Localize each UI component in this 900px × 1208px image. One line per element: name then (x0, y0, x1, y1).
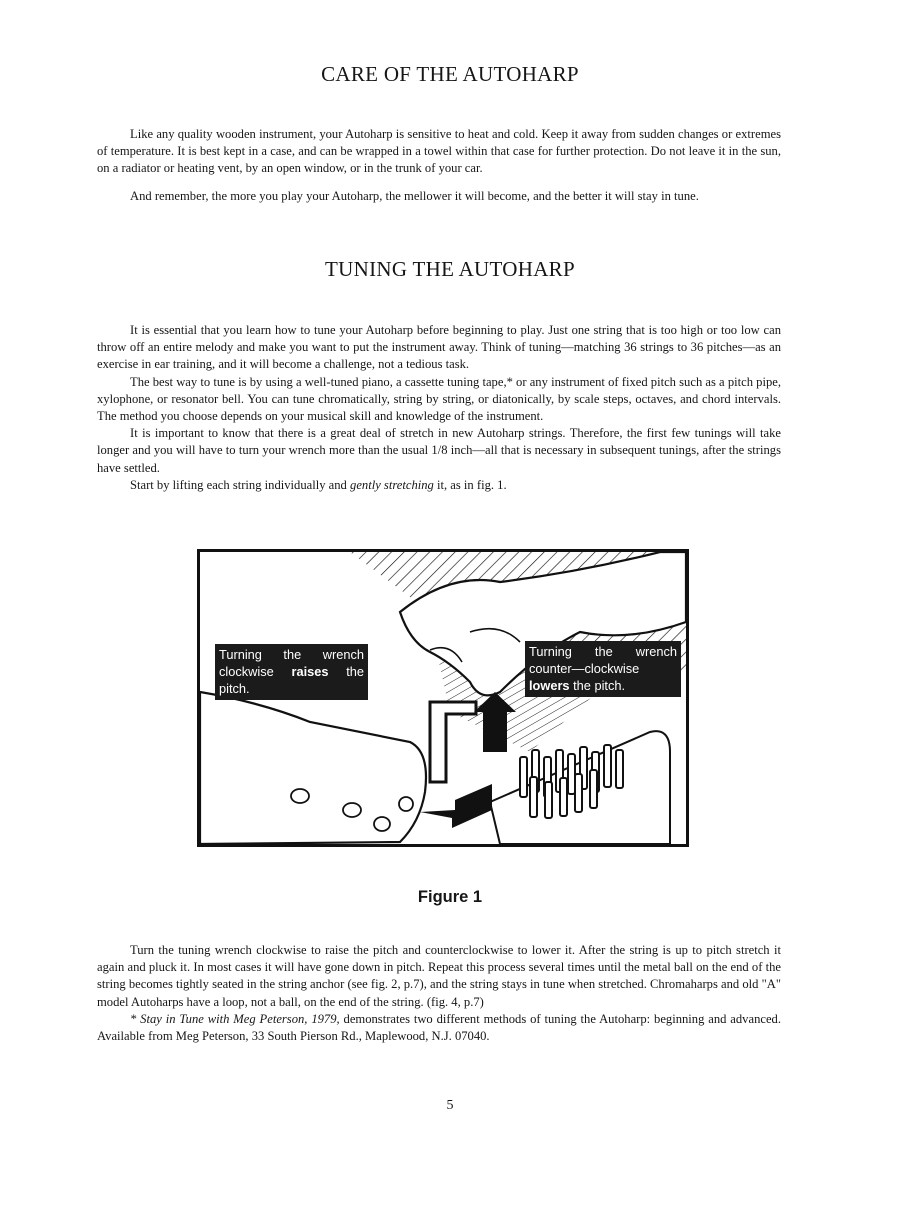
p4-before: Start by lifting each string individually and (130, 477, 351, 492)
arrow-left-icon (420, 784, 492, 828)
care-paragraph-2: And remember, the more you play your Autoharp, the mellower it will become, and the better it will stay in tune. (130, 188, 699, 203)
bottom-section (97, 942, 781, 1045)
figure-caption: Figure 1 (417, 888, 483, 906)
footnote-rest: demonstrates two different methods of tuning the Autoharp: beginning and advanced. Available from Meg Peterson, 33 South Pierson Rd., Maplewood, N.J. 07040. (97, 1011, 781, 1044)
p4-italic: gently stretching (350, 477, 434, 492)
label-lowers-pitch (525, 641, 681, 697)
footnote (97, 1011, 781, 1045)
label-raises-pitch (215, 644, 368, 700)
tuning-title: TUNING THE AUTOHARP (325, 257, 575, 281)
tuning-paragraph-4 (97, 477, 781, 494)
care-paragraph-1: Like any quality wooden instrument, your Autoharp is sensitive to heat and cold. Keep it away from sudden changes or extremes of temperature. It is best kept in a case, and can be wrapped in a towel within that case for further protection. Do not leave it in the sun, on a radiator or heating vent, by an open window, or in the trunk of your car. (97, 127, 781, 176)
tuning-section (97, 322, 781, 494)
label-right-text-a: Turning the wrench counter—clockwise (529, 644, 677, 676)
left-hand (200, 692, 426, 844)
tuning-wrench (430, 702, 476, 782)
label-right-text-b: the pitch. (569, 678, 626, 693)
tuning-paragraph-3: It is important to know that there is a great deal of stretch in new Autoharp strings. Therefore, the first few tunings will take longer and you will have to turn your wrench more than the usual 1/8 inch—all that is necessary in subsequent tunings, after the strings have settled. (97, 426, 781, 475)
care-title: CARE OF THE AUTOHARP (321, 62, 579, 86)
care-section (97, 126, 781, 215)
p4-after: it, as in fig. 1. (433, 477, 507, 492)
tuning-paragraph-1: It is essential that you learn how to tune your Autoharp before beginning to play. Just one string that is too high or too low can throw off an entire melody and make you want to put the instrument away. Think of tuning—matching 36 strings to 36 pitches—as an exercise in ear training, and it will become a challenge, not a tedious task. (97, 323, 781, 372)
label-left-text-a: Turning the wrench clockwise (219, 647, 364, 679)
figure-1-illustration (197, 549, 689, 847)
label-left-text-b: the pitch. (219, 664, 364, 696)
bottom-paragraph-1: Turn the tuning wrench clockwise to raise the pitch and counterclockwise to lower it. After the string is up to pitch stretch it again and pluck it. In most cases it will have gone down in pitch. Repeat this process several times until the metal ball on the end of the string becomes tightly seated in the string anchor (see fig. 2, p.7), and the string stays in tune when stretched. Chromaharps and old "A" model Autoharps have a loop, not a ball, on the end of the string. (fig. 4, p.7) (97, 943, 781, 1009)
footnote-italic: * Stay in Tune with Meg Peterson, 1979, (130, 1011, 340, 1026)
tuning-paragraph-2: The best way to tune is by using a well-tuned piano, a cassette tuning tape,* or any instrument of fixed pitch such as a pitch pipe, xylophone, or resonator bell. You can tune chromatically, string by string, or diatonically, by scale steps, octaves, and chord intervals. The method you choose depends on your musical skill and knowledge of the instrument. (97, 374, 781, 424)
label-left-bold: raises (291, 664, 329, 679)
label-right-bold: lowers (529, 678, 570, 693)
page-number: 5 (446, 1098, 454, 1113)
